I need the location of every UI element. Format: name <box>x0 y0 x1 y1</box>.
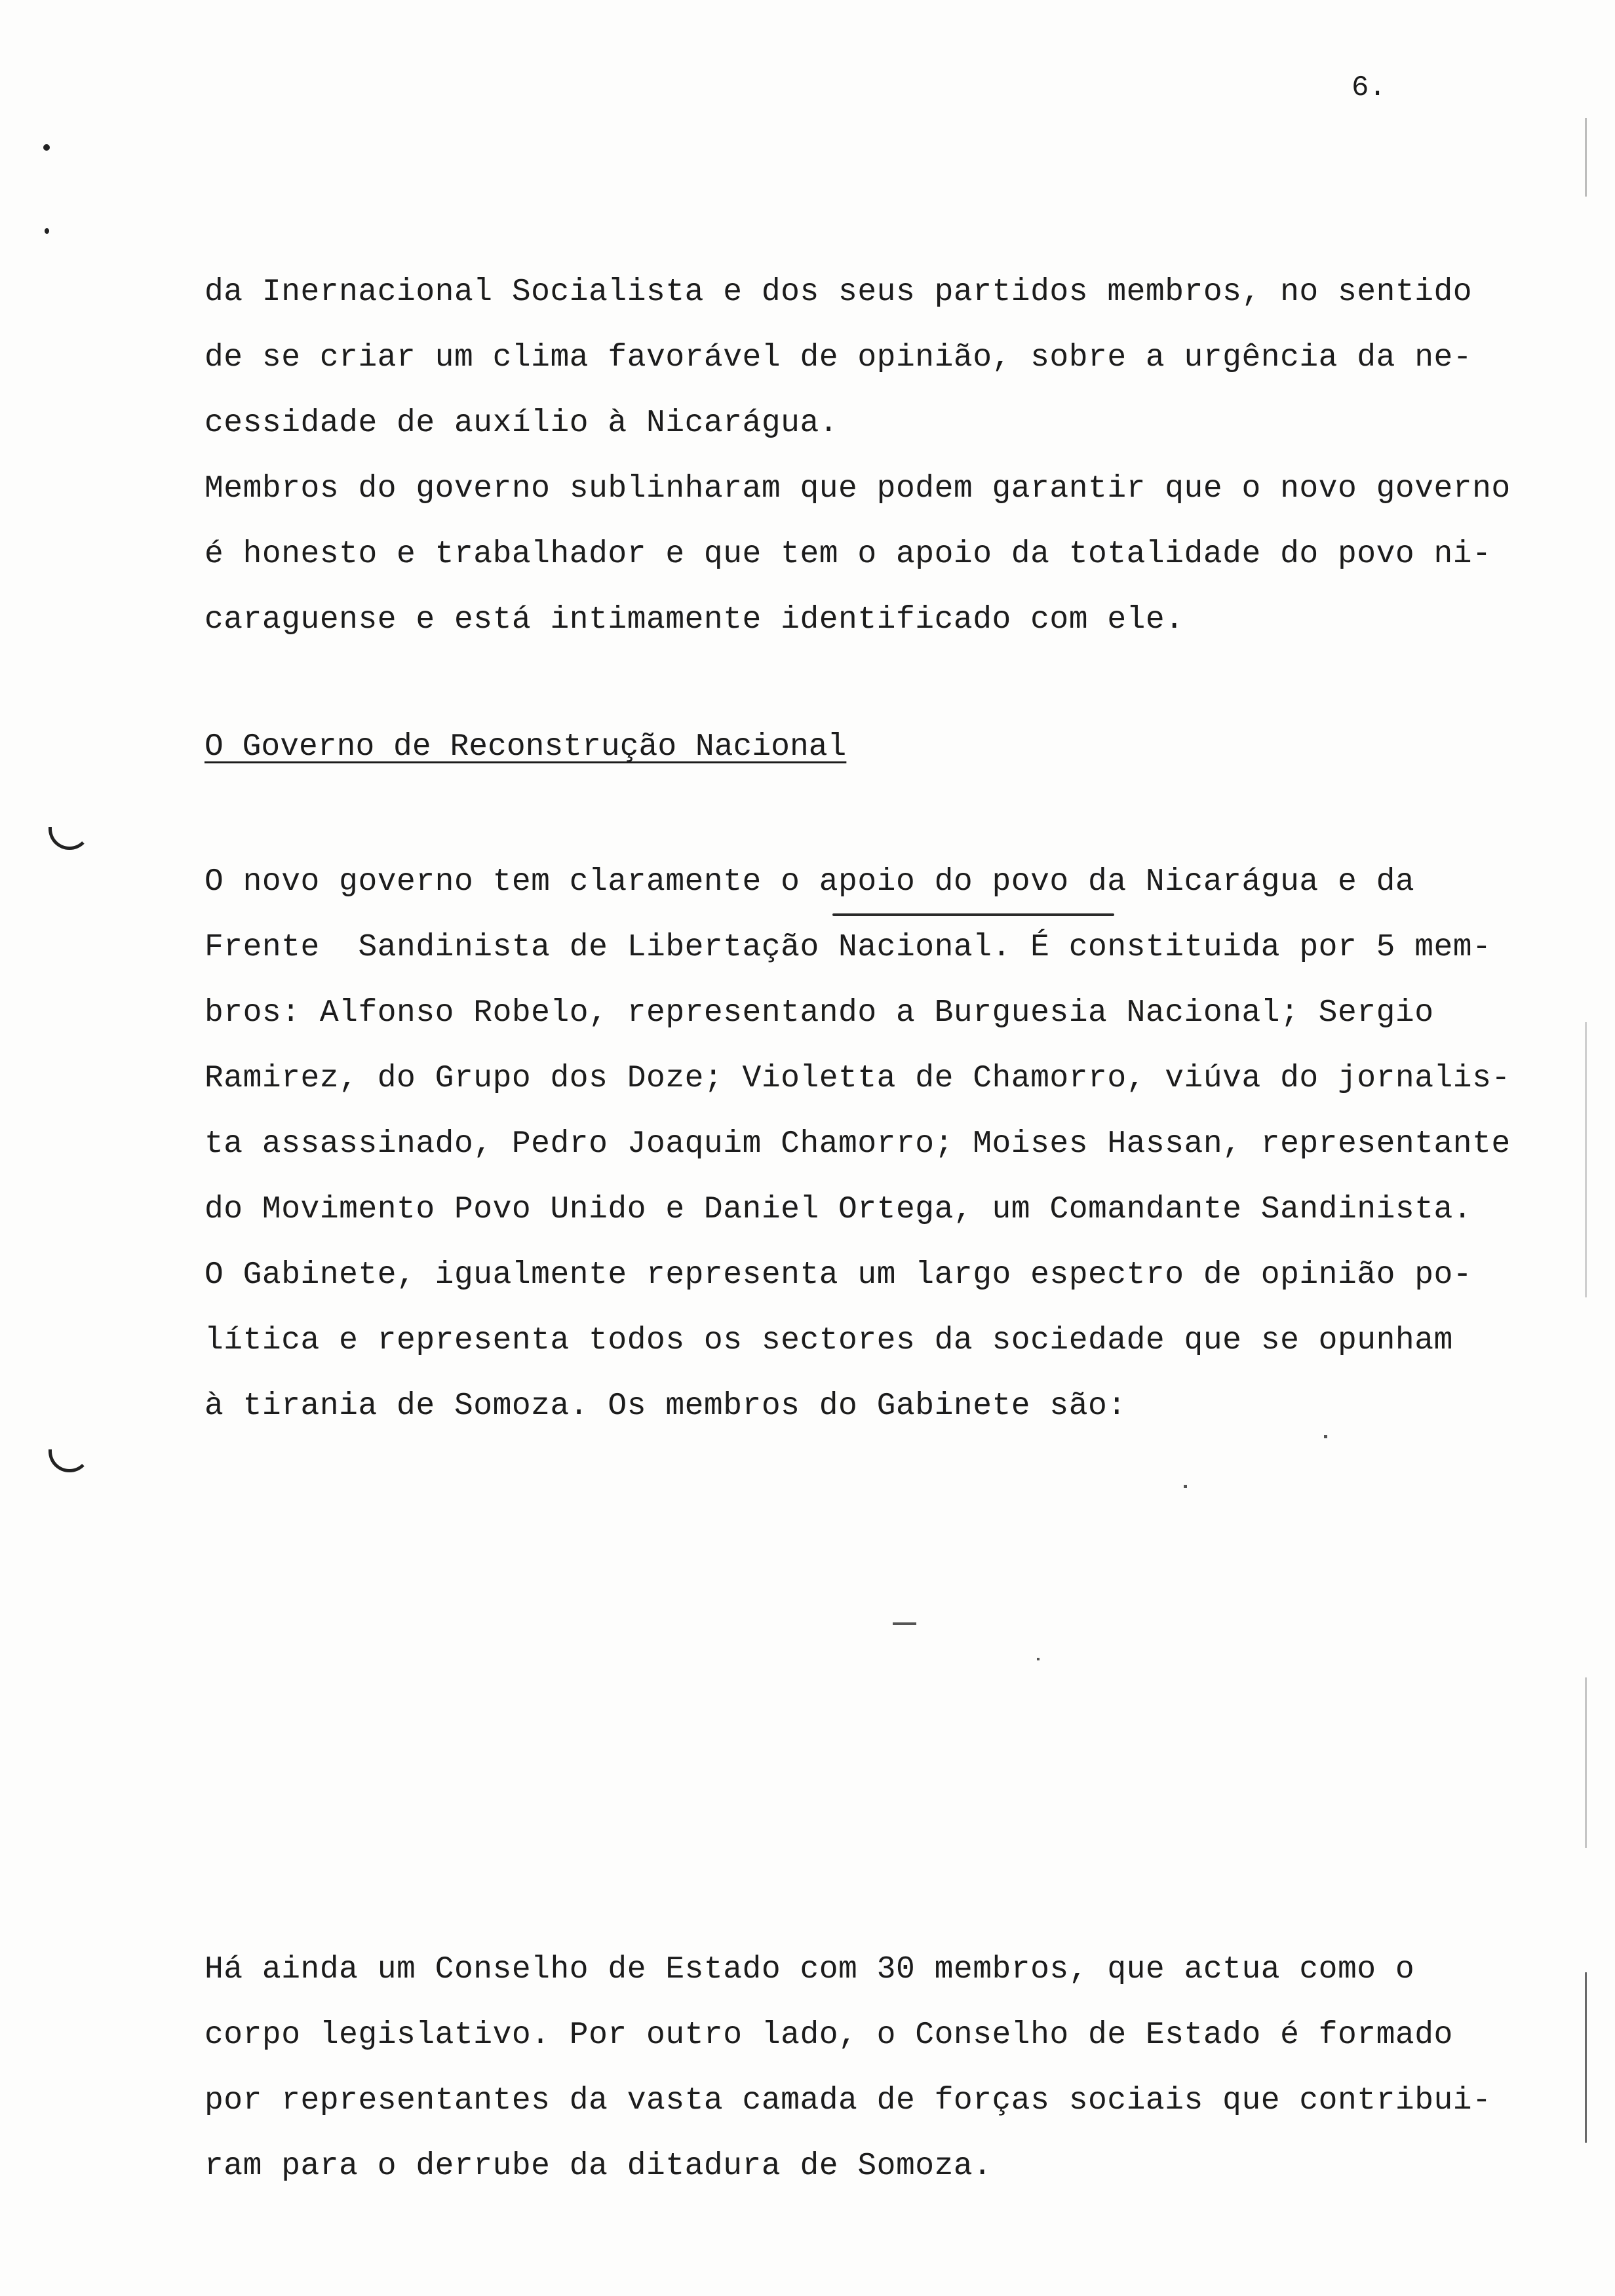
paragraph-line: da Inernacional Socialista e dos seus partidos membros, no sentido <box>204 275 1473 310</box>
scan-edge-line <box>1585 1022 1587 1297</box>
scan-edge-line <box>1585 1677 1587 1848</box>
scan-edge-line <box>1585 1972 1587 2143</box>
paragraph-line: caraguense e está intimamente identificado com ele. <box>204 602 1184 638</box>
scan-speck <box>893 1622 916 1625</box>
paragraph-line: corpo legislativo. Por outro lado, o Conselho de Estado é formado <box>204 2018 1453 2053</box>
paragraph-line: lítica e representa todos os sectores da sociedade que se opunham <box>204 1323 1453 1358</box>
section-heading: O Governo de Reconstrução Nacional <box>204 729 847 765</box>
paragraph-line: Membros do governo sublinharam que podem garantir que o novo governo <box>204 471 1511 507</box>
paragraph-line: de se criar um clima favorável de opinião, sobre a urgência da ne- <box>204 340 1473 375</box>
paragraph-line: Ramirez, do Grupo dos Doze; Violetta de Chamorro, viúva do jornalis- <box>204 1061 1511 1096</box>
paragraph-line: do Movimento Povo Unido e Daniel Ortega, um Comandante Sandinista. <box>204 1192 1473 1227</box>
paragraph-line: Frente Sandinista de Libertação Nacional. É constituida por 5 mem- <box>204 930 1492 965</box>
margin-bracket-mark <box>49 1449 90 1472</box>
page-number: 6. <box>1352 71 1386 104</box>
paragraph-line: O novo governo tem claramente o apoio do povo da Nicarágua e da <box>204 864 1415 900</box>
paragraph-line: bros: Alfonso Robelo, representando a Burguesia Nacional; Sergio <box>204 995 1434 1031</box>
paragraph-line: ta assassinado, Pedro Joaquim Chamorro; Moises Hassan, representante <box>204 1126 1511 1162</box>
scan-edge-line <box>1585 118 1587 197</box>
paragraph-line: cessidade de auxílio à Nicarágua. <box>204 406 839 441</box>
margin-dot <box>45 228 49 234</box>
paragraph-line: à tirania de Somoza. Os membros do Gabinete são: <box>204 1388 1127 1424</box>
handwritten-underline <box>832 913 1114 916</box>
scan-speck <box>1037 1658 1040 1660</box>
margin-bracket-mark <box>49 827 90 850</box>
paragraph-line: O Gabinete, igualmente representa um largo espectro de opinião po- <box>204 1257 1473 1293</box>
margin-dot <box>43 144 50 151</box>
paragraph-line: ram para o derrube da ditadura de Somoza. <box>204 2149 992 2184</box>
paragraph-line: por representantes da vasta camada de forças sociais que contribui- <box>204 2083 1492 2118</box>
paragraph-line: Há ainda um Conselho de Estado com 30 membros, que actua como o <box>204 1952 1415 1987</box>
paragraph-line: é honesto e trabalhador e que tem o apoio da totalidade do povo ni- <box>204 537 1492 572</box>
scan-speck <box>1324 1435 1327 1438</box>
scan-speck <box>1184 1485 1187 1488</box>
